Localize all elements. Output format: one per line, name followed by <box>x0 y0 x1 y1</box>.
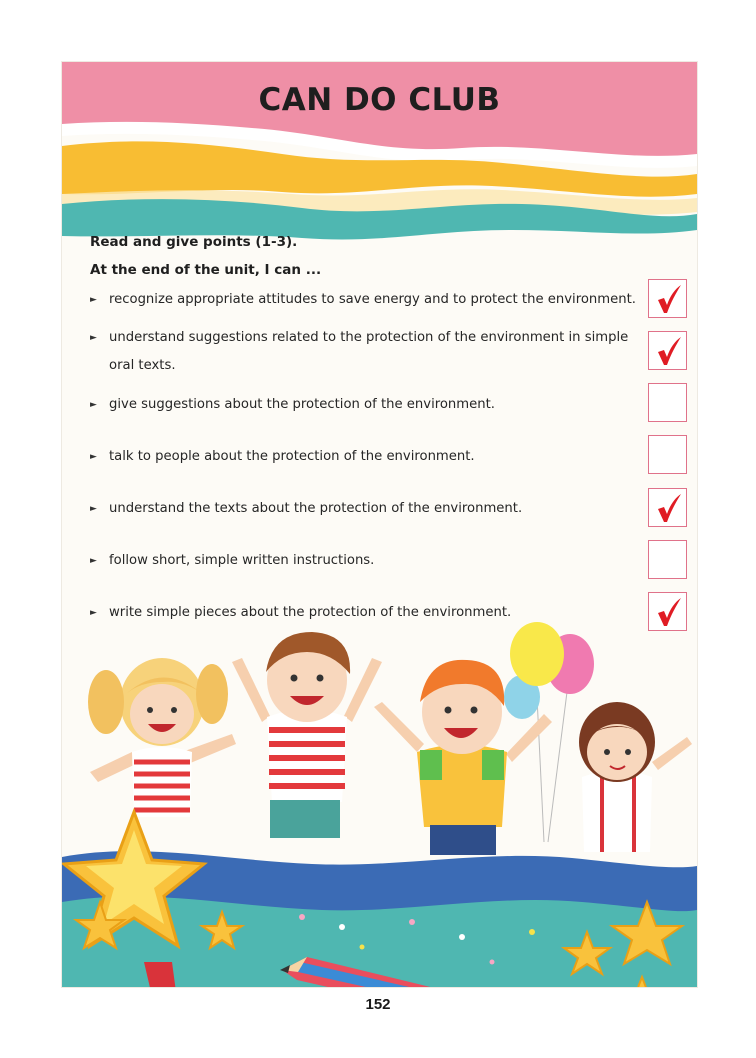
list-item <box>90 391 650 419</box>
list-item <box>90 286 650 314</box>
checkbox[interactable] <box>648 488 687 527</box>
list-item-text: recognize appropriate attitudes to save energy and to protect the environment. <box>109 292 636 307</box>
bullet-icon: ► <box>90 333 97 343</box>
bullet-icon: ► <box>90 400 97 410</box>
list-item-text: understand the texts about the protection of the environment. <box>109 501 523 516</box>
checkbox[interactable] <box>648 383 687 422</box>
list-item <box>90 443 650 471</box>
list-item <box>90 547 650 575</box>
kids-illustration <box>62 602 697 987</box>
checkmark-icon <box>655 336 683 366</box>
instruction-text: Read and give points (1-3). <box>90 234 298 250</box>
checkbox[interactable] <box>648 540 687 579</box>
girl-left-icon <box>88 658 236 817</box>
list-item-text: give suggestions about the protection of the environment. <box>109 397 495 412</box>
bullet-icon: ► <box>90 295 97 305</box>
bullet-icon: ► <box>90 504 97 514</box>
checkmark-icon <box>655 493 683 523</box>
list-item <box>90 324 650 380</box>
list-item-text: talk to people about the protection of the environment. <box>109 449 475 464</box>
worksheet-page <box>61 61 698 988</box>
instruction-subtext: At the end of the unit, I can ... <box>90 262 322 278</box>
checkmark-icon <box>655 284 683 314</box>
bullet-icon: ► <box>90 452 97 462</box>
checkbox[interactable] <box>648 435 687 474</box>
bullet-icon: ► <box>90 556 97 566</box>
girl-right-icon <box>579 702 692 852</box>
checkbox[interactable] <box>648 331 687 370</box>
bullet-icon: ► <box>90 608 97 618</box>
list-item <box>90 495 650 523</box>
list-item-text: write simple pieces about the protection of the environment. <box>109 605 512 620</box>
list-item-text: understand suggestions related to the protection of the environment in simple oral texts. <box>109 330 629 373</box>
list-item-text: follow short, simple written instructions. <box>109 553 375 568</box>
page-number: 152 <box>365 996 391 1013</box>
boy-striped-shirt-icon <box>232 632 382 838</box>
page-title: CAN DO CLUB <box>258 82 501 118</box>
checkbox[interactable] <box>648 279 687 318</box>
